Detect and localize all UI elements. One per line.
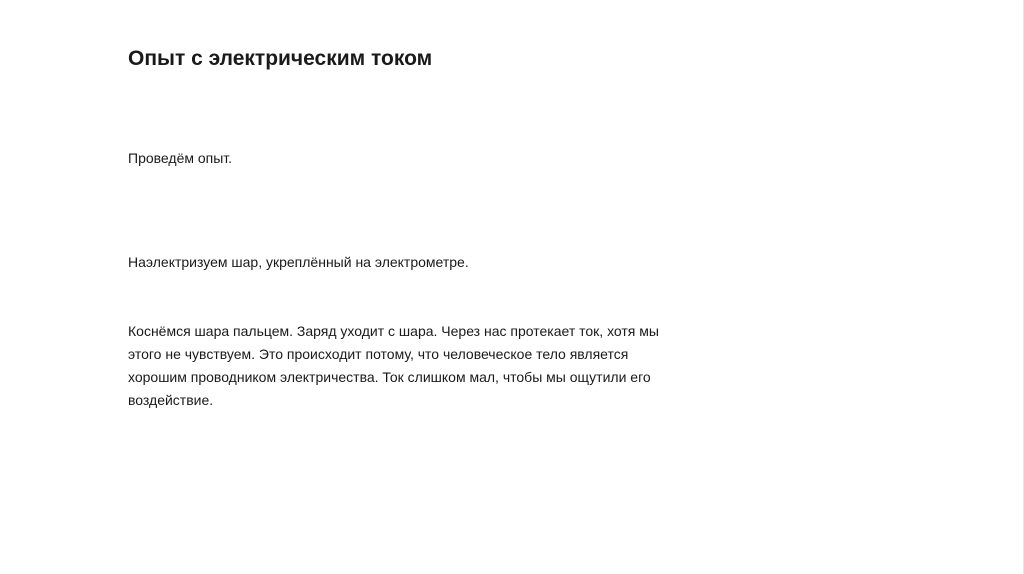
paragraph-line: этого не чувствуем. Это происходит потому, что человеческое тело является <box>128 346 629 362</box>
slide-title: Опыт с электрическим током <box>128 47 433 70</box>
paragraph-line: Коснёмся шара пальцем. Заряд уходит с шара. Через нас протекает ток, хотя мы <box>128 323 659 339</box>
paragraph-line: хорошим проводником электричества. Ток слишком мал, чтобы мы ощутили его <box>128 369 651 385</box>
paragraph-explanation <box>128 320 668 412</box>
paragraph-charge-ball: Наэлектризуем шар, укреплённый на электрометре. <box>128 254 469 270</box>
paragraph-intro: Проведём опыт. <box>128 150 233 166</box>
paragraph-line: воздействие. <box>128 392 214 408</box>
